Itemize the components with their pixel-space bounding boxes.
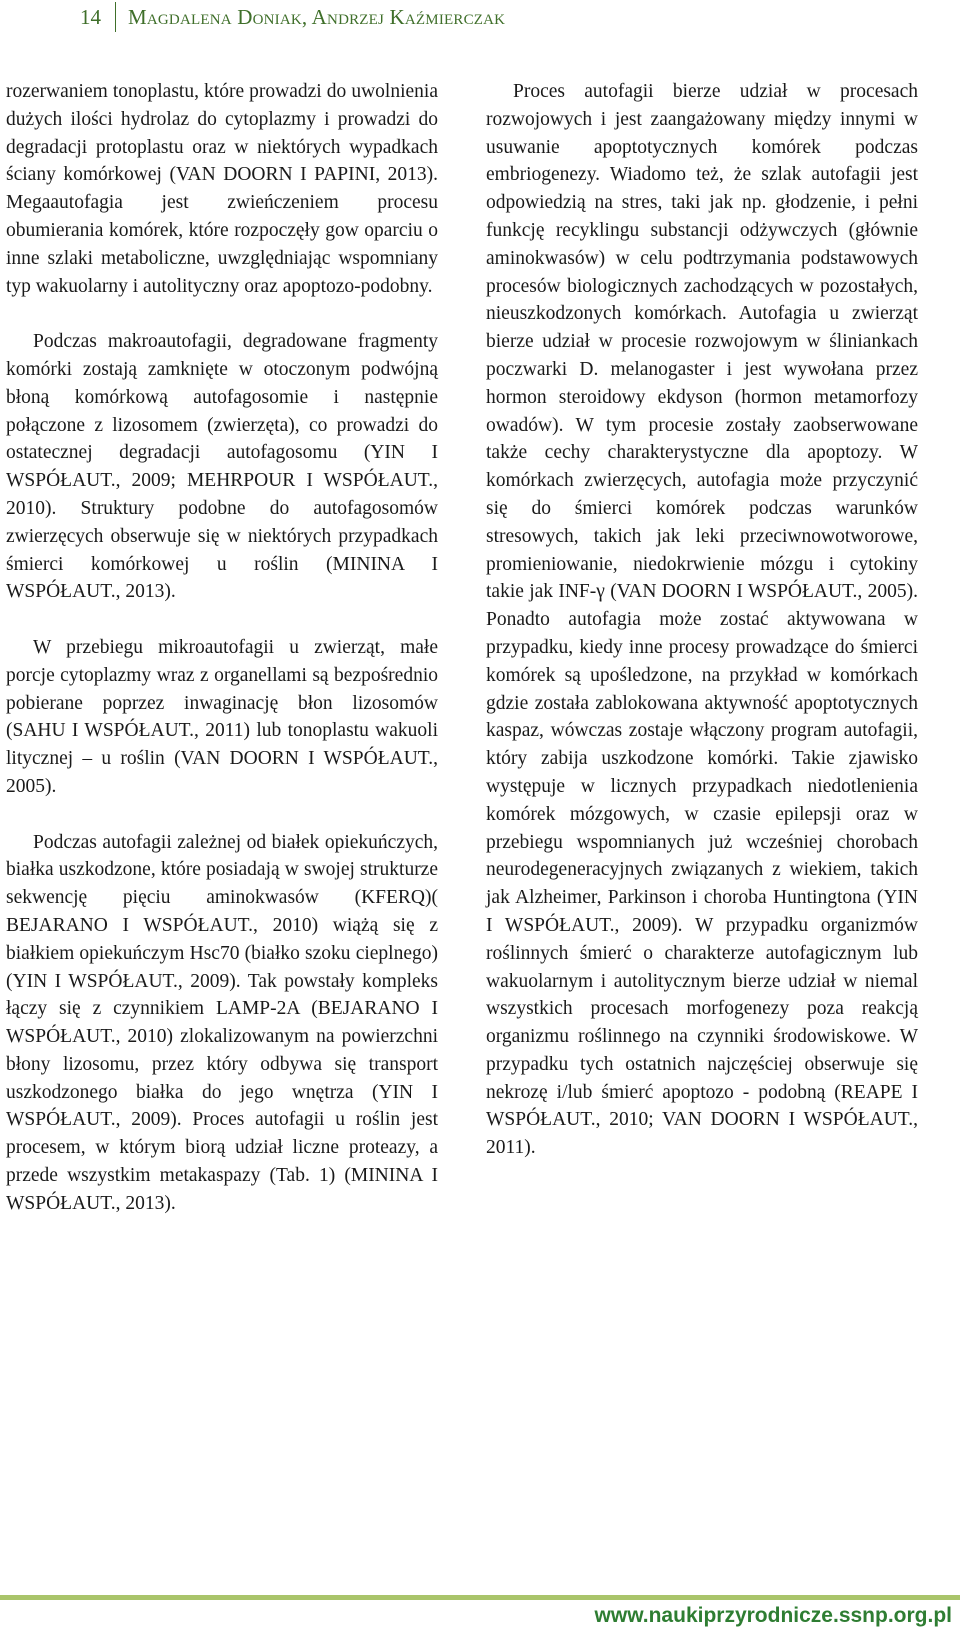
right-column (486, 78, 918, 1190)
footer-divider (0, 1595, 960, 1600)
paragraph: Podczas autofagii zależnej od białek opiekuńczych, białka uszkodzone, które posiadają w swojej strukturze sekwencję pięciu aminokwasów (KFERQ)( BEJARANO I WSPÓŁAUT., 2010) wiążą się z białkiem opiekuńczym Hsc70 (białko szoku cieplnego) (YIN I WSPÓŁAUT., 2009). Tak powstały kompleks łączy się z czynnikiem LAMP-2A (BEJARANO I WSPÓŁAUT., 2010) zlokalizowanym na powierzchni błony lizosomu, przez który odbywa się transport uszkodzonego białka do jego wnętrza (YIN I WSPÓŁAUT., 2009). Proces autofagii u roślin jest procesem, w którym biorą udział liczne proteazy, a przede wszystkim metakaspazy (Tab. 1) (MININA I WSPÓŁAUT., 2013). (6, 831, 438, 1214)
header-authors: Magdalena Doniak, Andrzej Kaźmierczak (128, 4, 506, 29)
paragraph: W przebiegu mikroautofagii u zwierząt, małe porcje cytoplazmy wraz z organellami są bezpośrednio pobierane poprzez inwaginację błon lizosomów (SAHU I WSPÓŁAUT., 2011) lub tonoplastu wakuoli litycznej – u roślin (VAN DOORN I WSPÓŁAUT., 2005). (6, 636, 438, 797)
running-header (80, 0, 505, 34)
left-column (6, 78, 438, 1245)
header-divider (115, 2, 116, 32)
paragraph: Podczas makroautofagii, degradowane fragmenty komórki zostają zamknięte w otoczonym podwójną błoną komórkową autofagosomie i następnie połączone z lizosomem (zwierzęta), co prowadzi do ostatecznej degradacji autofagosomu (YIN I WSPÓŁAUT., 2009; MEHRPOUR I WSPÓŁAUT., 2010). Struktury podobne do autofagosomów zwierzęcych obserwuje się w niektórych przypadkach śmierci komórkowej u roślin (MININA I WSPÓŁAUT., 2013). (6, 331, 438, 603)
page-number: 14 (80, 4, 101, 29)
footer-url: www.naukiprzyrodnicze.ssnp.org.pl (594, 1604, 952, 1627)
paragraph: rozerwaniem tonoplastu, które prowadzi do uwolnienia dużych ilości hydrolaz do cytoplazmy i prowadzi do degradacji protoplastu oraz w niektórych wypadkach ściany komórkowej (VAN DOORN I PAPINI, 2013). Megaautofagia jest zwieńczeniem procesu obumierania komórek, które rozpoczęły gow oparciu o inne szlaki metaboliczne, uwzględniając wspomniany typ wakuolarny i autolityczny oraz apoptozo-podobny. (6, 81, 438, 297)
paragraph: Proces autofagii bierze udział w procesach rozwojowych i jest zaangażowany między innymi w usuwanie apoptotycznych komórek podczas embriogenezy. Wiadomo też, że szlak autofagii jest odpowiedzią na stres, taki jak np. głodzenie, i pełni funkcję recyklingu substancji odżywczych (głównie aminokwasów) w celu podtrzymania podstawowych procesów biologicznych zachodzących w pozostałych, nieuszkodzonych komórkach. Autofagia u zwierząt bierze udział w procesie rozwojowym w śliniankach poczwarki D. melanogaster i jest wywołana przez hormon steroidowy ekdyson (hormon metamorfozy owadów). W tym procesie zostały zaobserwowane także cechy charakterystyczne dla apoptozy. W komórkach zwierzęcych, autofagia może przyczynić się do śmierci komórek podczas warunków stresowych, takich jak leki przeciwnowotworowe, promieniowanie, niedokrwienie mózgu i cytokiny takie jak INF-γ (VAN DOORN I WSPÓŁAUT., 2005). Ponadto autofagia może zostać aktywowana w przypadku, kiedy inne procesy prowadzące do śmierci komórek są upośledzone, na przykład w komórkach gdzie została zablokowana aktywność apoptotycznych kaspaz, wówczas zostaje włączony program autofagii, który zabija uszkodzone komórki. Takie zjawisko występuje w licznych przypadkach niedotlenienia komórek mózgowych, w czasie epilepsji oraz w przebiegu wspomnianych już wcześniej chorobach neurodegeneracyjnych związanych z wiekiem, takich jak Alzheimer, Parkinson i choroba Huntingtona (YIN I WSPÓŁAUT., 2009). W przypadku organizmów roślinnych śmierć o charakterze autofagicznym lub wakuolarnym i autolitycznym bierze udział w niemal wszystkich procesach morfogenezy poza reakcją organizmu roślinnego na czynniki środowiskowe. W przypadku tych ostatnich najczęściej obserwuje się nekrozę i/lub śmierć apoptozo - podobną (REAPE I WSPÓŁAUT., 2010; VAN DOORN I WSPÓŁAUT., 2011). (486, 81, 918, 1159)
